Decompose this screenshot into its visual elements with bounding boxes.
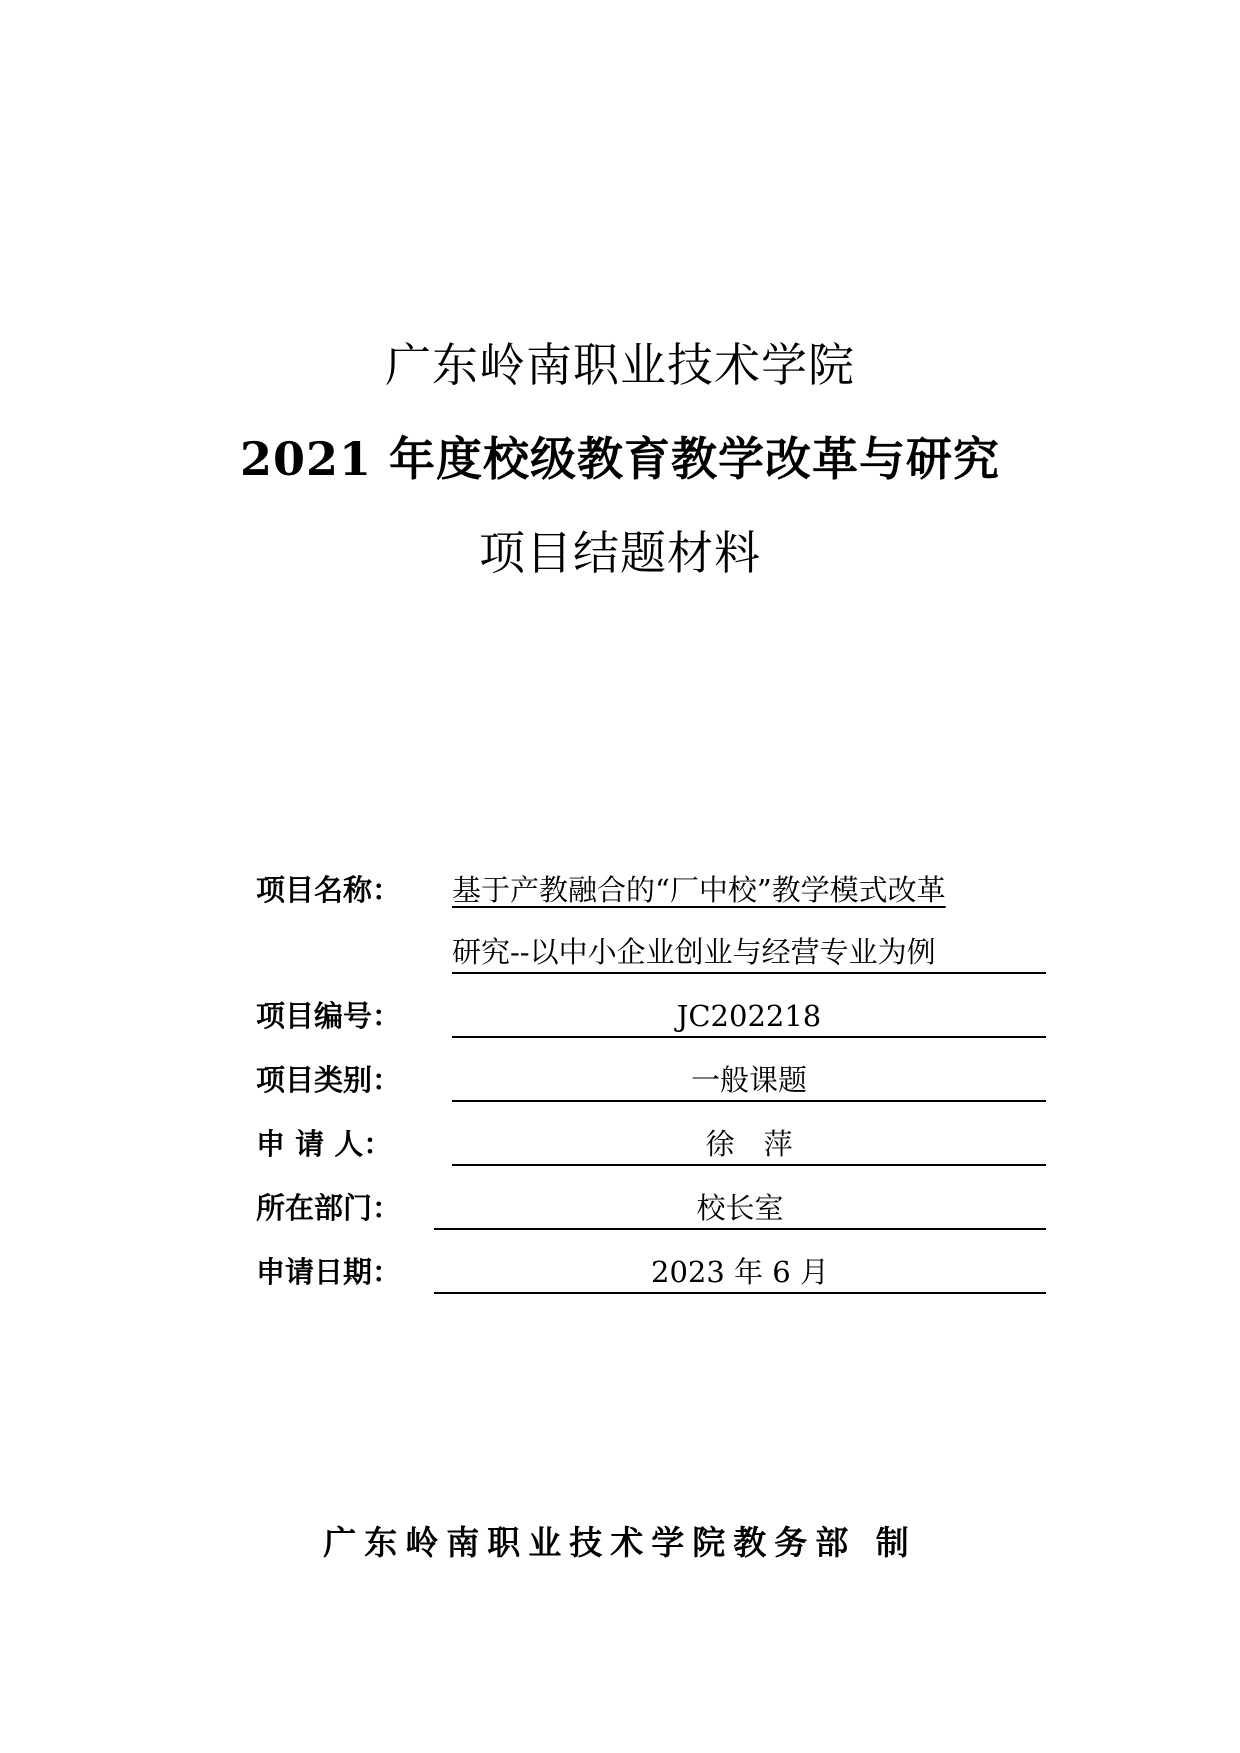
applicant-value: 徐 萍 xyxy=(452,1124,1046,1166)
project-category-value: 一般课题 xyxy=(452,1060,1046,1102)
project-name-value-line1 xyxy=(452,870,1046,910)
project-name-text-line1: 基于产教融合的“厂中校”教学模式改革 xyxy=(452,873,946,907)
document-title xyxy=(0,318,1240,600)
title-line-institution: 广东岭南职业技术学院 xyxy=(385,338,855,392)
project-number-label: 项目编号： xyxy=(256,999,402,1033)
applicant-label: 申 请 人： xyxy=(256,1127,393,1161)
department-label: 所在部门： xyxy=(256,1191,402,1225)
department-value: 校长室 xyxy=(434,1188,1046,1230)
title-line-year-program: 2021 年度校级教育教学改革与研究 xyxy=(239,432,1001,486)
apply-date-label: 申请日期： xyxy=(256,1255,402,1289)
project-category-label: 项目类别： xyxy=(256,1063,402,1097)
project-name-label: 项目名称： xyxy=(256,873,402,907)
project-number-value: JC202218 xyxy=(452,996,1046,1038)
issuer-footer: 广东岭南职业技术学院教务部 制 xyxy=(323,1523,917,1562)
title-line-material: 项目结题材料 xyxy=(479,526,761,580)
apply-date-value: 2023 年 6 月 xyxy=(434,1252,1046,1294)
project-name-value-line2: 研究--以中小企业创业与经营专业为例 xyxy=(452,932,1046,974)
